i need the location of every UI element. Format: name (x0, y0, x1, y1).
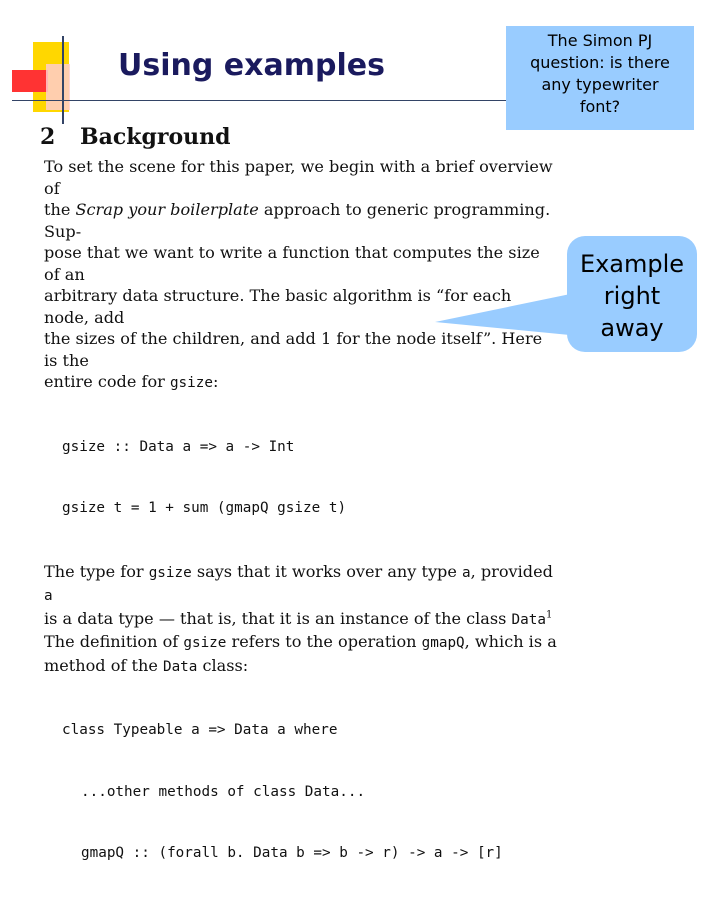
text-span: , provided (470, 561, 553, 581)
text-span: the (44, 200, 76, 219)
bubble-line: away (600, 314, 664, 342)
text-span: says that it works over any type (191, 561, 462, 581)
note-line: any typewriter (541, 75, 659, 94)
text-span: : (212, 372, 219, 391)
code-inline: Data (511, 611, 546, 628)
text-line (44, 561, 560, 608)
code-inline: gsize (148, 564, 192, 581)
text-line: the sizes of the children, and add 1 for the node itself”. Here is the (44, 329, 543, 370)
bubble-line: Example (579, 250, 685, 278)
text-span: , which is a (464, 632, 557, 651)
code-line: gsize :: Data a => a -> Int (62, 438, 295, 455)
code-inline: gsize (183, 635, 227, 651)
text-span: approach to generic programming. Sup- (44, 200, 551, 241)
note-line: font? (579, 97, 621, 116)
code-inline: a (44, 588, 53, 604)
code-line: gmapQ :: (forall b. Data b => b -> r) -> a -> [r] (81, 845, 503, 861)
text-span: method of the (44, 655, 163, 675)
emphasis-text: Scrap your boilerplate (75, 200, 259, 219)
code-line: class Typeable a => Data a where (62, 722, 338, 738)
code-line: ...other methods of class Data... (81, 783, 366, 800)
text-span: entire code for (44, 372, 170, 391)
text-line (44, 608, 560, 632)
text-line (44, 631, 560, 655)
code-inline: gmapQ (421, 635, 465, 651)
text-line: arbitrary data structure. The basic algorithm is “for each node, add (44, 286, 512, 327)
text-line: pose that we want to write a function that computes the size of an (44, 243, 540, 284)
slide-title: Using examples (118, 48, 385, 83)
bubble-line: right (603, 282, 661, 310)
text-span: type — that is, that it is an instance of the class (113, 608, 512, 628)
footnote-marker: 1 (545, 609, 553, 621)
middle-paragraph (44, 561, 560, 679)
note-line: question: is there (530, 53, 670, 72)
note-line: The Simon PJ (547, 31, 653, 50)
text-span: The type for (44, 561, 149, 581)
code-inline: a (462, 564, 471, 581)
callout-bubble (567, 236, 697, 352)
text-span: refers to the operation (226, 632, 422, 651)
code-block-class (62, 679, 560, 905)
text-span: class: (197, 655, 249, 675)
text-span: The definition of (44, 632, 184, 651)
section-number: 2 (40, 124, 56, 150)
code-inline: gsize (169, 375, 213, 391)
emphasis-text: data (77, 608, 114, 628)
text-line (44, 655, 560, 679)
code-inline: Data (162, 658, 198, 675)
section-title: Background (80, 124, 231, 150)
text-line: To set the scene for this paper, we begin with a brief overview of (44, 157, 553, 198)
text-span: is a (44, 608, 78, 628)
code-line: gsize t = 1 + sum (gmapQ gsize t) (62, 500, 347, 516)
